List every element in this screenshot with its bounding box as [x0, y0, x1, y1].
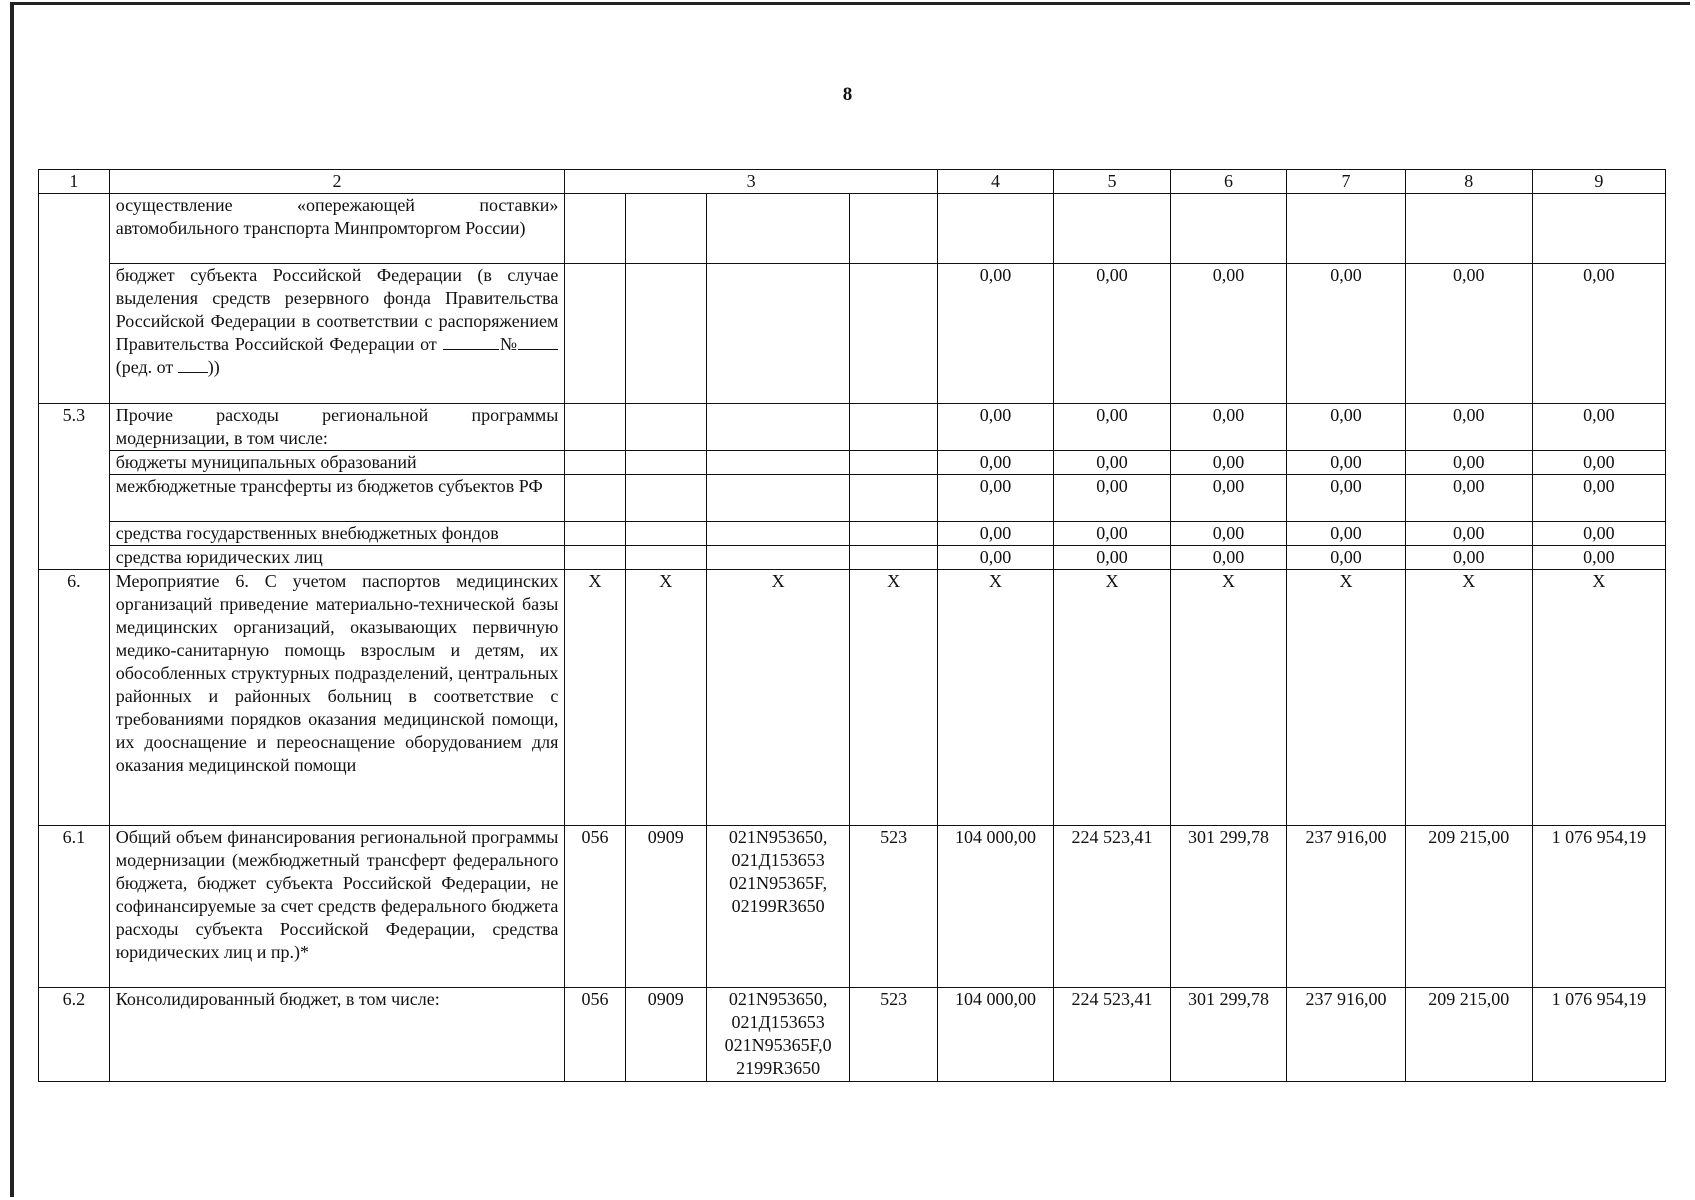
scan-border-top — [10, 2, 1690, 5]
row-text: Общий объем финансирования региональной программы модернизации (межбюджетный трансферт федерального бюджета, бюджет субъекта Российской Федерации, не софинансируемые за счет средств федерального бюджета расходы субъекта Российской Федерации, средства юридических лиц и пр.)* — [109, 826, 565, 988]
x-cell: X — [1054, 570, 1171, 826]
x-cell: X — [1405, 570, 1532, 826]
value-cell: 0,00 — [1170, 475, 1287, 522]
value-cell: 0,00 — [937, 264, 1054, 404]
table-row — [39, 570, 1666, 826]
header-row — [39, 170, 1666, 194]
csr-cell: 021N953650, 021Д153653 021N95365F, 02199R3650 — [706, 826, 850, 988]
rzpr-cell: 0909 — [625, 826, 706, 988]
value-cell: 224 523,41 — [1054, 988, 1171, 1082]
row-text: осуществление «опережающей поставки» автомобильного транспорта Минпромторгом России) — [109, 194, 565, 264]
x-cell: X — [1532, 570, 1665, 826]
table-row — [39, 522, 1666, 546]
header-cell-6: 6 — [1170, 170, 1287, 194]
x-cell: X — [625, 570, 706, 826]
value-cell: 0,00 — [1287, 522, 1406, 546]
header-cell-5: 5 — [1054, 170, 1171, 194]
value-cell: 0,00 — [1054, 522, 1171, 546]
value-cell: 0,00 — [1054, 404, 1171, 451]
header-cell-8: 8 — [1405, 170, 1532, 194]
value-cell: 0,00 — [1054, 475, 1171, 522]
header-cell-2: 2 — [109, 170, 565, 194]
row-number: 5.3 — [39, 404, 110, 570]
table-row — [39, 475, 1666, 522]
value-cell: 0,00 — [1405, 546, 1532, 570]
budget-table — [38, 169, 1666, 1082]
row-number: 6.1 — [39, 826, 110, 988]
value-cell: 0,00 — [1170, 404, 1287, 451]
x-cell: X — [850, 570, 937, 826]
table-row — [39, 988, 1666, 1082]
value-cell: 0,00 — [1532, 264, 1665, 404]
row-text: Прочие расходы региональной программы модернизации, в том числе: — [109, 404, 565, 451]
value-cell: 0,00 — [1170, 546, 1287, 570]
value-cell: 0,00 — [1405, 522, 1532, 546]
value-cell: 0,00 — [1287, 475, 1406, 522]
header-cell-7: 7 — [1287, 170, 1406, 194]
value-cell: 0,00 — [1532, 546, 1665, 570]
value-cell: 301 299,78 — [1170, 826, 1287, 988]
value-cell: 0,00 — [1054, 264, 1171, 404]
value-cell: 0,00 — [1054, 451, 1171, 475]
vr-cell: 523 — [850, 826, 937, 988]
row-text: бюджеты муниципальных образований — [109, 451, 565, 475]
row-text: Мероприятие 6. С учетом паспортов медицинских организаций приведение материально-технической базы медицинских организаций, оказывающих первичную медико-санитарную помощь взрослым и детям, их обособленных структурных подразделений, центральных районных и районных больниц в соответствие с требованиями порядков оказания медицинской помощи, их дооснащение и переоснащение оборудованием для оказания медицинской помощи — [109, 570, 565, 826]
row-text: Консолидированный бюджет, в том числе: — [109, 988, 565, 1082]
x-cell: X — [1287, 570, 1406, 826]
page-number: 8 — [842, 84, 853, 105]
value-cell: 0,00 — [937, 475, 1054, 522]
value-cell: 0,00 — [937, 546, 1054, 570]
value-cell: 0,00 — [1287, 404, 1406, 451]
table-row — [39, 194, 1666, 264]
row-number: 6.2 — [39, 988, 110, 1082]
value-cell: 0,00 — [1532, 404, 1665, 451]
table-row — [39, 546, 1666, 570]
value-cell: 0,00 — [1405, 451, 1532, 475]
value-cell: 237 916,00 — [1287, 826, 1406, 988]
vr-cell: 523 — [850, 988, 937, 1082]
x-cell: X — [1170, 570, 1287, 826]
value-cell: 301 299,78 — [1170, 988, 1287, 1082]
value-cell: 0,00 — [1405, 404, 1532, 451]
table-row — [39, 826, 1666, 988]
value-cell: 209 215,00 — [1405, 826, 1532, 988]
value-cell: 0,00 — [1287, 451, 1406, 475]
header-cell-9: 9 — [1532, 170, 1665, 194]
row-text: бюджет субъекта Российской Федерации (в случае выделения средств резервного фонда Правительства Российской Федерации в соответствии с распоряжением Правительства Российской Федерации от № (ред. от )) — [109, 264, 565, 404]
value-cell: 0,00 — [1405, 264, 1532, 404]
row-text: межбюджетные трансферты из бюджетов субъектов РФ — [109, 475, 565, 522]
x-cell: X — [937, 570, 1054, 826]
row-text: средства юридических лиц — [109, 546, 565, 570]
x-cell: X — [706, 570, 850, 826]
grbs-cell: 056 — [565, 826, 625, 988]
value-cell: 237 916,00 — [1287, 988, 1406, 1082]
value-cell: 224 523,41 — [1054, 826, 1171, 988]
row-number-empty — [39, 194, 110, 404]
table-row — [39, 264, 1666, 404]
row-number: 6. — [39, 570, 110, 826]
header-cell-1: 1 — [39, 170, 110, 194]
table-row — [39, 404, 1666, 451]
row-text: средства государственных внебюджетных фондов — [109, 522, 565, 546]
value-cell: 0,00 — [1287, 546, 1406, 570]
value-cell: 0,00 — [937, 522, 1054, 546]
value-cell: 0,00 — [1170, 451, 1287, 475]
value-cell: 0,00 — [1532, 451, 1665, 475]
value-cell: 0,00 — [1170, 264, 1287, 404]
x-cell: X — [565, 570, 625, 826]
value-cell: 0,00 — [937, 451, 1054, 475]
grbs-cell: 056 — [565, 988, 625, 1082]
table-row — [39, 451, 1666, 475]
value-cell: 0,00 — [1054, 546, 1171, 570]
csr-cell: 021N953650, 021Д153653 021N95365F,0 2199R3650 — [706, 988, 850, 1082]
value-cell: 209 215,00 — [1405, 988, 1532, 1082]
value-cell: 104 000,00 — [937, 988, 1054, 1082]
scan-border-left — [10, 2, 14, 1197]
value-cell: 0,00 — [937, 404, 1054, 451]
header-cell-3: 3 — [565, 170, 937, 194]
header-cell-4: 4 — [937, 170, 1054, 194]
value-cell: 1 076 954,19 — [1532, 988, 1665, 1082]
value-cell: 0,00 — [1170, 522, 1287, 546]
value-cell: 1 076 954,19 — [1532, 826, 1665, 988]
rzpr-cell: 0909 — [625, 988, 706, 1082]
value-cell: 104 000,00 — [937, 826, 1054, 988]
value-cell: 0,00 — [1405, 475, 1532, 522]
value-cell: 0,00 — [1287, 264, 1406, 404]
value-cell: 0,00 — [1532, 475, 1665, 522]
value-cell: 0,00 — [1532, 522, 1665, 546]
